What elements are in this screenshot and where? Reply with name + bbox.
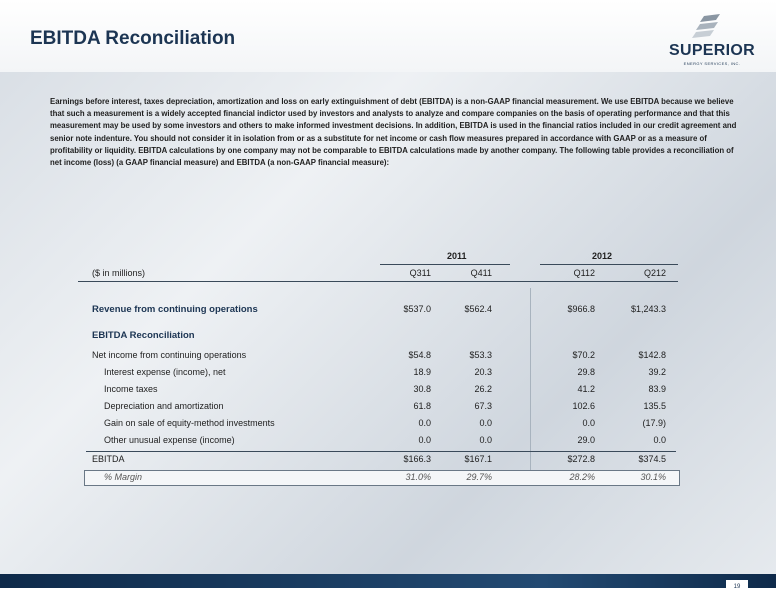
year-separator	[530, 288, 531, 476]
item-value: 61.8	[413, 401, 431, 411]
year-2011: 2011	[447, 251, 467, 261]
item-value: 20.3	[474, 367, 492, 377]
item-value: 41.2	[577, 384, 595, 394]
item-value: (17.9)	[642, 418, 666, 428]
units-label: ($ in millions)	[92, 268, 146, 278]
item-value: 83.9	[648, 384, 666, 394]
ebitda-label: EBITDA	[92, 454, 125, 464]
margin-q311: 31.0%	[405, 472, 431, 482]
net-income-q212: $142.8	[638, 350, 666, 360]
col-header-q112: Q112	[573, 268, 595, 278]
ebitda-top-rule	[86, 451, 676, 452]
item-value: 0.0	[582, 418, 595, 428]
logo-subtitle: ENERGY SERVICES, INC.	[683, 61, 741, 66]
footer-strip	[0, 588, 776, 600]
company-logo	[668, 14, 756, 72]
year-2011-rule	[380, 264, 510, 265]
item-label: Interest expense (income), net	[104, 367, 226, 377]
section-label: EBITDA Reconciliation	[92, 330, 195, 341]
revenue-label: Revenue from continuing operations	[92, 304, 258, 315]
ebitda-q411: $167.1	[464, 454, 492, 464]
item-value: 39.2	[648, 367, 666, 377]
margin-q411: 29.7%	[466, 472, 492, 482]
item-value: 135.5	[643, 401, 666, 411]
slide-title: EBITDA Reconciliation	[30, 28, 236, 49]
item-label: Depreciation and amortization	[104, 401, 224, 411]
item-value: 0.0	[418, 418, 431, 428]
logo-mark-icon	[690, 14, 730, 40]
revenue-q112: $966.8	[567, 304, 595, 314]
col-header-q411: Q411	[470, 268, 492, 278]
item-value: 18.9	[413, 367, 431, 377]
net-income-q112: $70.2	[572, 350, 595, 360]
revenue-q311: $537.0	[403, 304, 431, 314]
item-value: 0.0	[418, 435, 431, 445]
col-header-q212: Q212	[643, 268, 666, 278]
item-value: 67.3	[474, 401, 492, 411]
page-number: 19	[726, 580, 748, 594]
net-income-q311: $54.8	[408, 350, 431, 360]
item-label: Income taxes	[104, 384, 158, 394]
ebitda-q212: $374.5	[638, 454, 666, 464]
item-value: 0.0	[479, 418, 492, 428]
slide-header	[0, 0, 776, 72]
year-2012: 2012	[592, 251, 613, 261]
net-income-q411: $53.3	[469, 350, 492, 360]
year-2012-rule	[540, 264, 678, 265]
item-label: Other unusual expense (income)	[104, 435, 235, 445]
item-value: 29.0	[577, 435, 595, 445]
item-value: 0.0	[653, 435, 666, 445]
item-label: Gain on sale of equity-method investments	[104, 418, 275, 428]
col-header-q311: Q311	[409, 268, 431, 278]
item-value: 0.0	[479, 435, 492, 445]
margin-q112: 28.2%	[569, 472, 595, 482]
item-value: 30.8	[413, 384, 431, 394]
net-income-label: Net income from continuing operations	[92, 350, 247, 360]
item-value: 102.6	[572, 401, 595, 411]
margin-label: % Margin	[104, 472, 143, 482]
intro-paragraph: Earnings before interest, taxes depreciation, amortization and loss on early extinguishment of debt (EBITDA) is a non-GAAP financial measurement. We use EBITDA because we believe that such a measurement is a widely accepted financial indictor used by investors and analysts to analyze and compare companies on the basis of operating performance and that this measurement may be used by some investors and others to make informed investment decisions. In addition, EBITDA is used in the financial ratios included in our credit agreement and senior note indenture. You should not consider it in isolation from or as a substitute for net income or cash flow measures prepared in accordance with GAAP or as a measure of profitability or liquidity. EBITDA calculations by one company may not be comparable to EBITDA calculations made by another company. The following table provides a reconciliation of net income (loss) (a GAAP financial measure) and EBITDA (a non-GAAP financial measure):	[50, 97, 737, 168]
logo-wordmark: SUPERIOR	[669, 42, 755, 59]
ebitda-q311: $166.3	[403, 454, 431, 464]
revenue-q212: $1,243.3	[630, 304, 666, 314]
header-rule	[78, 281, 678, 282]
ebitda-q112: $272.8	[567, 454, 595, 464]
margin-q212: 30.1%	[640, 472, 666, 482]
footer-bar	[0, 574, 776, 588]
item-value: 29.8	[577, 367, 595, 377]
item-value: 26.2	[474, 384, 492, 394]
revenue-q411: $562.4	[464, 304, 492, 314]
